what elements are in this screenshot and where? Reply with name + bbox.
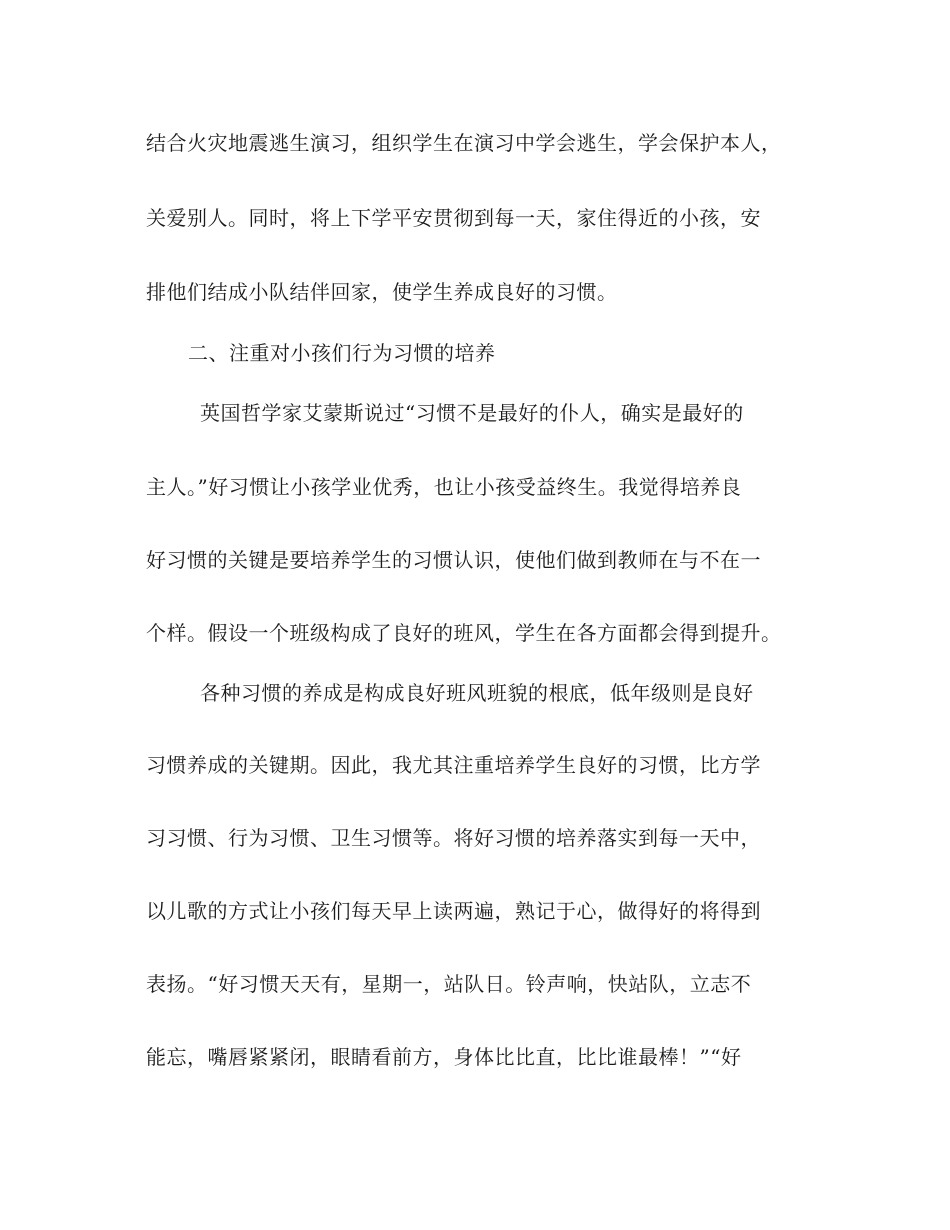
- text-line-8: 个样。假设一个班级构成了良好的班风，学生在各方面都会得到提升。: [146, 621, 782, 645]
- text-line-10: 习惯养成的关键期。因此，我尤其注重培养学生良好的习惯，比方学: [146, 753, 761, 777]
- text-line-12: 以儿歌的方式让小孩们每天早上读两遍，熟记于心，做得好的将得到: [146, 899, 761, 923]
- text-line-11: 习习惯、行为习惯、卫生习惯等。将好习惯的培养落实到每一天中，: [146, 826, 761, 850]
- text-line-6: 主人。”好习惯让小孩学业优秀，也让小孩受益终生。我觉得培养良: [146, 475, 742, 499]
- section-heading: 二、注重对小孩们行为习惯的培养: [188, 341, 496, 365]
- text-line-14: 能忘，嘴唇紧紧闭，眼睛看前方，身体比比直，比比谁最棒！”“好: [146, 1045, 742, 1069]
- text-line-7: 好习惯的关键是要培养学生的习惯认识，使他们做到教师在与不在一: [146, 548, 761, 572]
- text-line-1: 结合火灾地震逃生演习，组织学生在演习中学会逃生，学会保护本人，: [146, 131, 782, 155]
- text-line-2: 关爱别人。同时，将上下学平安贯彻到每一天，家住得近的小孩，安: [146, 206, 761, 230]
- text-line-9: 各种习惯的养成是构成良好班风班貌的根底，低年级则是良好: [200, 681, 754, 705]
- text-line-5: 英国哲学家艾蒙斯说过“习惯不是最好的仆人，确实是最好的: [200, 401, 744, 425]
- text-line-13: 表扬。“好习惯天天有，星期一，站队日。铃声响，快站队，立志不: [146, 972, 752, 996]
- text-line-3: 排他们结成小队结伴回家，使学生养成良好的习惯。: [146, 280, 618, 304]
